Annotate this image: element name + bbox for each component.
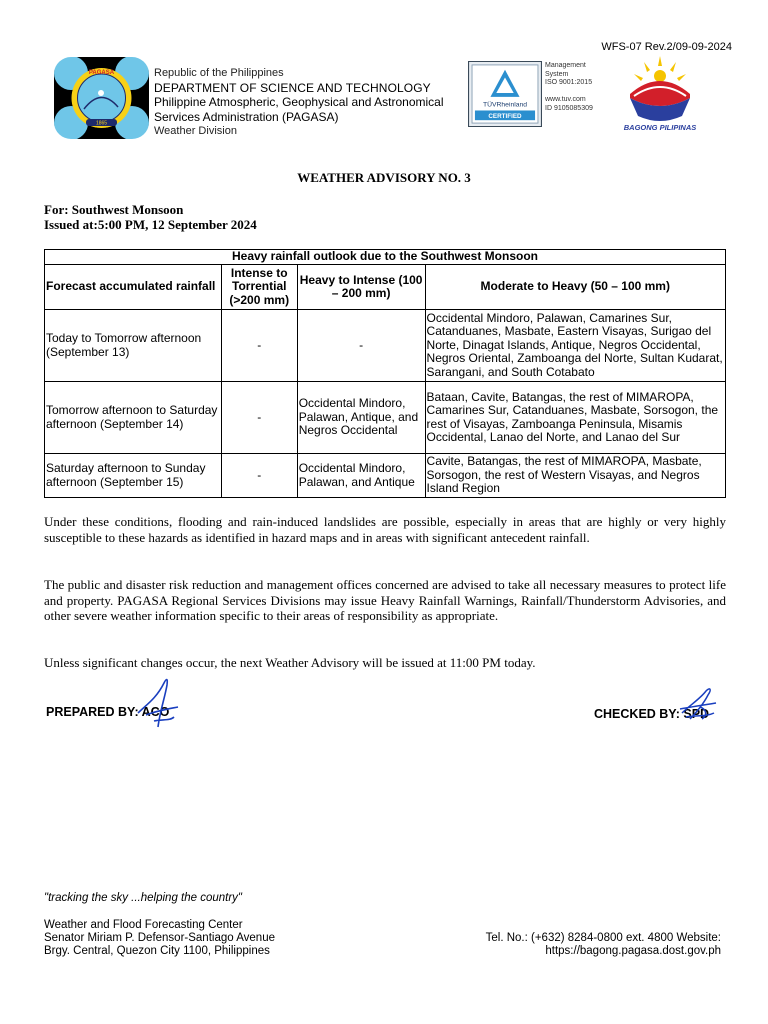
advisory-title: WEATHER ADVISORY NO. 3 bbox=[297, 170, 471, 185]
header-intense-torrential: Intense to Torrential (>200 mm) bbox=[221, 265, 297, 310]
signature-mark-checked bbox=[676, 685, 718, 725]
pagasa-seal-icon bbox=[54, 57, 149, 139]
footer-contact bbox=[486, 932, 721, 958]
footer-address-line: Senator Miriam P. Defensor-Santiago Avenue bbox=[44, 932, 275, 944]
form-code: WFS-07 Rev.2/09-09-2024 bbox=[601, 41, 732, 53]
header-heavy-intense: Heavy to Intense (100 – 200 mm) bbox=[297, 265, 425, 310]
header-forecast-period: Forecast accumulated rainfall bbox=[45, 265, 222, 310]
cell-moderate: Occidental Mindoro, Palawan, Camarines Sur, Catanduanes, Masbate, Eastern Visayas, Surigao del Norte, Dinagat Islands, Antique, Negros Occidental, Negros Oriental, Zamboanga del Norte, Sultan Kudarat, Sarangani, and South Cotabato bbox=[425, 310, 725, 382]
certification-spacer bbox=[545, 88, 593, 97]
table-caption: Heavy rainfall outlook due to the Southwest Monsoon bbox=[45, 250, 726, 265]
letterhead-republic: Republic of the Philippines bbox=[154, 67, 284, 79]
letterhead-agency-line1: Philippine Atmospheric, Geophysical and Astronomical bbox=[154, 95, 444, 109]
cell-intense: - bbox=[221, 454, 297, 498]
footer-phone: Tel. No.: (+632) 8284-0800 ext. 4800 Website: bbox=[485, 932, 721, 944]
bagong-pilipinas-logo-icon bbox=[620, 54, 700, 134]
cell-period: Saturday afternoon to Sunday afternoon (September 15) bbox=[45, 454, 222, 498]
tuv-certified-label: CERTIFIED bbox=[488, 112, 522, 120]
table-row bbox=[45, 382, 726, 454]
cell-period: Tomorrow afternoon to Saturday afternoon (September 14) bbox=[45, 382, 222, 454]
certification-line: Management bbox=[545, 62, 586, 69]
letterhead-department: DEPARTMENT OF SCIENCE AND TECHNOLOGY bbox=[154, 80, 431, 95]
paragraph-conditions: Under these conditions, flooding and rain-induced landslides are possible, especially in areas that are highly or very highly susceptible to these hazards as identified in hazard maps and in areas with significant antecedent rainfall. bbox=[44, 514, 726, 545]
paragraph-advice: The public and disaster risk reduction and management offices concerned are advised to take all necessary measures to protect life and property. PAGASA Regional Services Divisions may issue Heavy Rainfall Warnings, Rainfall/Thunderstorm Advisories, and other severe weather information specific to their areas of responsibility as appropriate. bbox=[44, 577, 726, 623]
table-row bbox=[45, 454, 726, 498]
certification-line: www.tuv.com bbox=[545, 96, 586, 104]
signature-mark-prepared bbox=[134, 675, 182, 733]
footer-website-link[interactable]: https://bagong.pagasa.dost.gov.ph bbox=[545, 945, 721, 957]
bagong-pilipinas-text: BAGONG PILIPINAS bbox=[623, 123, 697, 132]
letterhead bbox=[154, 66, 444, 139]
cell-heavy: Occidental Mindoro, Palawan, and Antique bbox=[297, 454, 425, 498]
cell-heavy: - bbox=[297, 310, 425, 382]
paragraph-next-advisory: Unless significant changes occur, the next Weather Advisory will be issued at 11:00 PM today. bbox=[44, 655, 536, 670]
letterhead-agency-line2: Services Administration (PAGASA) bbox=[154, 109, 339, 124]
header-moderate-heavy: Moderate to Heavy (50 – 100 mm) bbox=[425, 265, 725, 310]
certification-line: ID 9105085309 bbox=[545, 104, 593, 112]
cell-intense: - bbox=[221, 382, 297, 454]
cell-intense: - bbox=[221, 310, 297, 382]
tagline: "tracking the sky ...helping the country" bbox=[44, 892, 243, 904]
footer-address bbox=[44, 919, 275, 958]
table-row bbox=[45, 310, 726, 382]
cell-moderate: Bataan, Cavite, Batangas, the rest of MIMAROPA, Camarines Sur, Catanduanes, Masbate, Sorsogon, the rest of Visayas, Zamboanga Peninsula, Misamis Occidental, Lanao del Norte, and Lanao del Sur bbox=[425, 382, 725, 454]
footer-address-line: Weather and Flood Forecasting Center bbox=[44, 919, 243, 931]
tuv-brand: TÜVRheinland bbox=[483, 101, 527, 109]
advisory-issued: Issued at:5:00 PM, 12 September 2024 bbox=[44, 217, 257, 232]
footer-address-line: Brgy. Central, Quezon City 1100, Philippines bbox=[44, 945, 270, 957]
checked-by: CHECKED BY: SPD bbox=[594, 707, 710, 721]
cell-moderate: Cavite, Batangas, the rest of MIMAROPA, Masbate, Sorsogon, the rest of Western Visayas, and Negros Island Region bbox=[425, 454, 725, 498]
tuv-certification-icon bbox=[468, 61, 542, 127]
prepared-by: PREPARED BY: ACO bbox=[46, 705, 170, 719]
rainfall-outlook-table bbox=[44, 249, 726, 498]
certification-line: ISO 9001:2015 bbox=[545, 79, 593, 87]
certification-text bbox=[545, 62, 593, 114]
advisory-subject: For: Southwest Monsoon bbox=[44, 202, 184, 217]
cell-period: Today to Tomorrow afternoon (September 13) bbox=[45, 310, 222, 382]
pagasa-seal-name: PAGASA bbox=[88, 70, 115, 76]
letterhead-division: Weather Division bbox=[154, 125, 237, 137]
cell-heavy: Occidental Mindoro, Palawan, Antique, and Negros Occidental bbox=[297, 382, 425, 454]
pagasa-seal-year: 1865 bbox=[95, 120, 108, 127]
certification-line: System bbox=[545, 70, 569, 78]
